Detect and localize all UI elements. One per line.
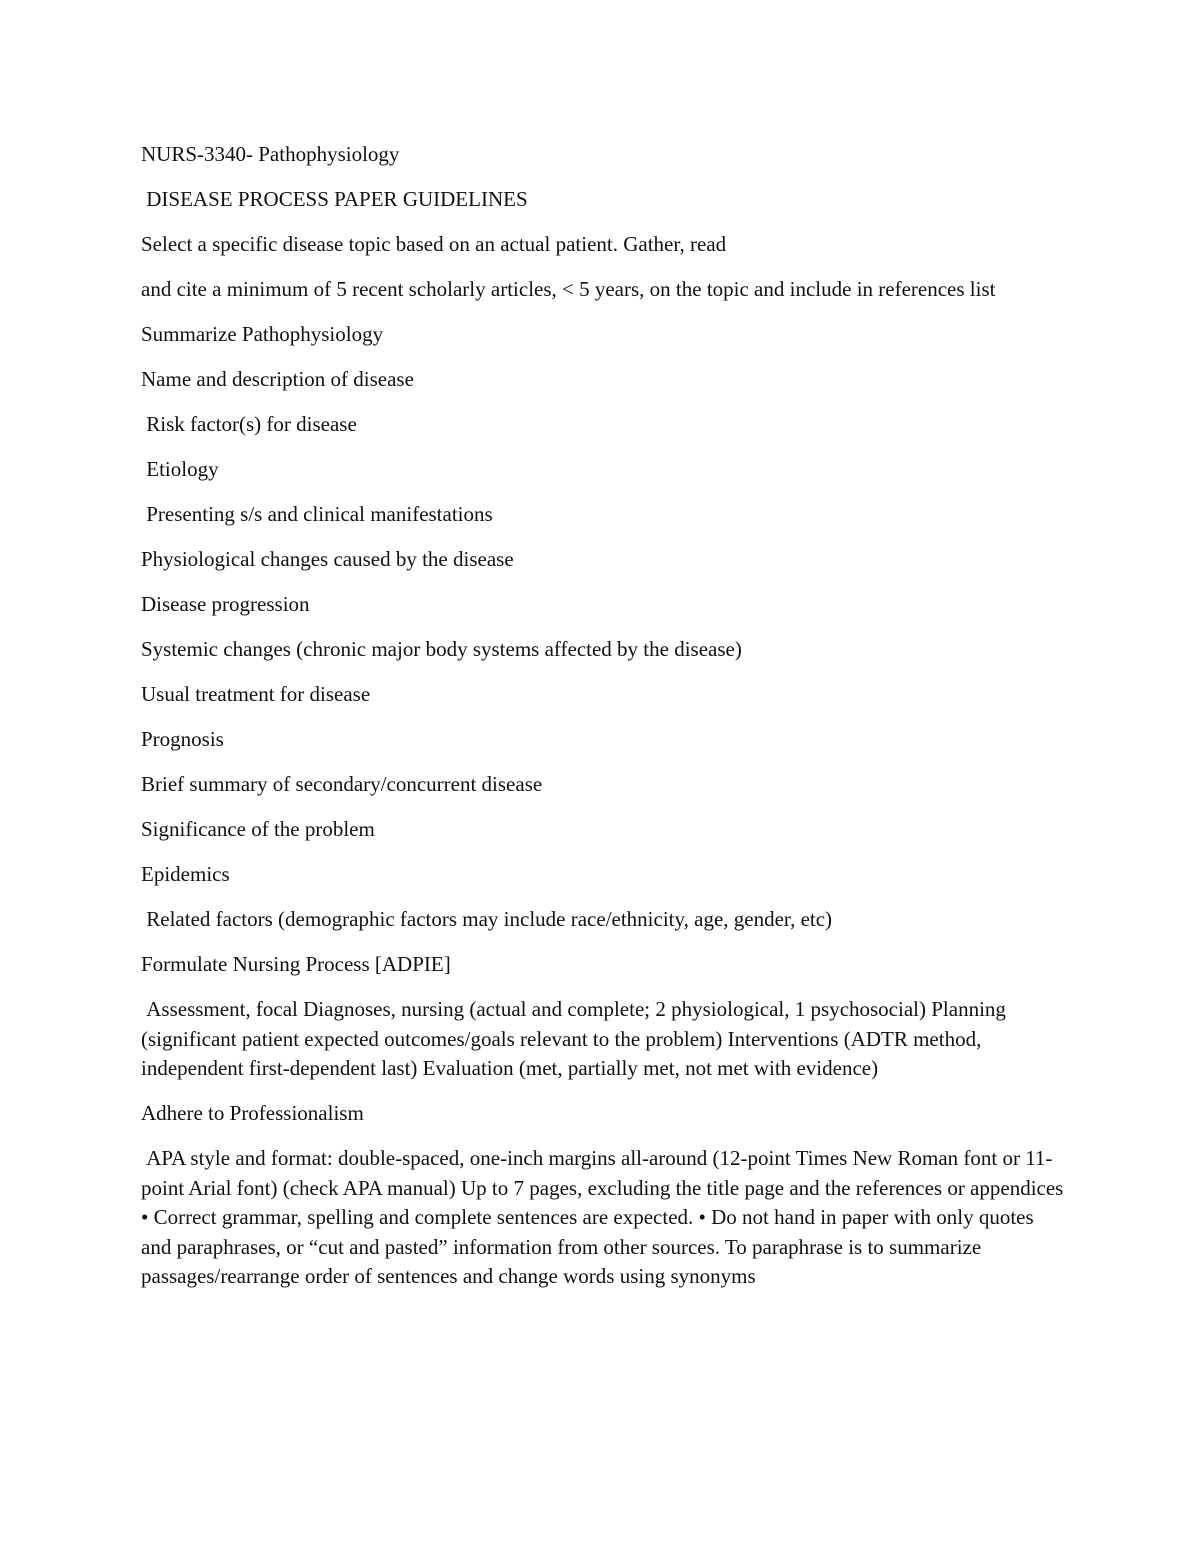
list-item: Usual treatment for disease <box>141 682 371 706</box>
paragraph-apa-style: APA style and format: double-spaced, one-inch margins all-around (12-point Times New Roman font or 11-point Arial font) (check APA manual) Up to 7 pages, excluding the title page and the references or appendices • Correct grammar, spelling and complete sentences are expected. • Do not hand in paper with only quotes and paraphrases, or “cut and pasted” information from other sources. To paraphrase is to summarize passages/rearrange order of sentences and change words using synonyms <box>141 1146 1069 1288</box>
list-item: Risk factor(s) for disease <box>141 412 357 436</box>
paragraph-adpie: Assessment, focal Diagnoses, nursing (actual and complete; 2 physiological, 1 psychosocial) Planning (significant patient expected outcomes/goals relevant to the problem) Interventions (ADTR method, independent first-dependent last) Evaluation (met, partially met, not met with evidence) <box>141 997 1012 1080</box>
list-item: Epidemics <box>141 862 230 886</box>
section-heading-nursing-process: Formulate Nursing Process [ADPIE] <box>141 952 451 976</box>
list-item: Etiology <box>141 457 219 481</box>
list-item: Name and description of disease <box>141 367 414 391</box>
document-page <box>141 140 1069 1307</box>
section-heading-professionalism: Adhere to Professionalism <box>141 1101 364 1125</box>
list-item: Presenting s/s and clinical manifestations <box>141 502 493 526</box>
section-heading-summarize: Summarize Pathophysiology <box>141 322 384 346</box>
course-title: NURS-3340- Pathophysiology <box>141 142 400 166</box>
list-item: Systemic changes (chronic major body systems affected by the disease) <box>141 637 742 661</box>
paragraph-citation-requirement: and cite a minimum of 5 recent scholarly articles, < 5 years, on the topic and include in references list <box>141 277 996 301</box>
document-heading: DISEASE PROCESS PAPER GUIDELINES <box>141 187 528 211</box>
paragraph-topic-selection: Select a specific disease topic based on an actual patient. Gather, read <box>141 232 727 256</box>
list-item: Disease progression <box>141 592 310 616</box>
list-item: Brief summary of secondary/concurrent disease <box>141 772 543 796</box>
section-heading-significance: Significance of the problem <box>141 817 375 841</box>
list-item: Physiological changes caused by the disease <box>141 547 514 571</box>
list-item: Related factors (demographic factors may include race/ethnicity, age, gender, etc) <box>141 907 833 931</box>
list-item: Prognosis <box>141 727 224 751</box>
